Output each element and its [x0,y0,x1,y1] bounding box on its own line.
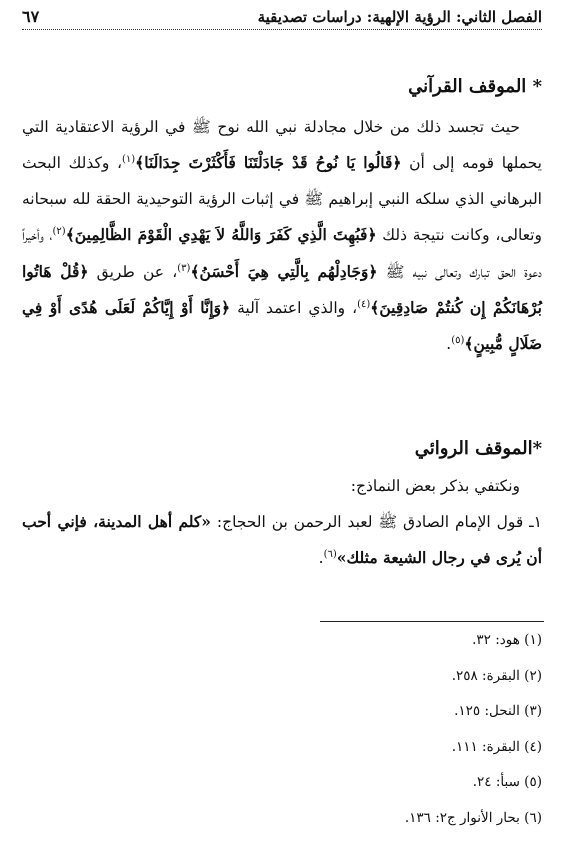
footnote: (٤) البقرة: ١١١. [451,738,542,755]
footnote: (٢) البقرة: ٢٥٨. [451,667,542,684]
footnote-divider [320,621,544,622]
text-run: . [446,335,452,354]
footnote-marker: (٢) [52,226,66,238]
honorific-glyph: ﷺ [304,189,324,208]
quran-verse: ﴿وَجَادِلْهُم بِالَّتِي هِيَ أَحْسَنُ﴾ [190,261,378,281]
hadith-quote: «كلم أهل المدينة، فإني أحب أن يُرى في رجال الشيعة مثلك» [22,512,542,567]
narrative-section [22,434,542,576]
narrative-intro: ونكتفي بذكر بعض النماذج: [350,477,520,495]
text-run: ، وكذلك البحث البرهاني الذي سلكه النبي إبراهيم [22,154,542,208]
footnote: (٥) سبأ: ٢٤. [472,774,542,790]
footnote: (١) هود: ٣٢. [472,632,542,648]
honorific-glyph: ﷺ [385,262,405,281]
text-run: ، وأخيراً دعوة الحق تبارك وتعالى نبيه [22,226,542,281]
footnote-marker: (٥) [451,335,465,347]
text-run: ، عن طريق [96,262,178,281]
footnotes [22,631,542,844]
section-heading-narrative: *الموقف الروائي [414,438,542,459]
quranic-section [22,72,542,363]
footnote-marker: (٦) [323,548,337,560]
footnote-marker: (١) [121,154,136,166]
running-title: الفصل الثاني: الرؤية الإلهية: دراسات تصديقية [257,8,542,26]
quran-verse: ﴿وَإِنَّا أَوْ إِيَّاكُمْ لَعَلَى هُدًى أَوْ فِي ضَلَالٍ مُّبِينٍ﴾ [22,298,542,354]
honorific-glyph: ﷺ [378,513,398,531]
honorific-glyph: ﷺ [192,118,211,136]
text-run: في إثبات الرؤية التوحيدية الحقة لله سبحانه وتعالى، وكانت نتيجة ذلك [22,189,542,245]
narrative-item-1 [22,504,542,576]
page-number: ٦٧ [22,7,40,26]
text-run: لعبد الرحمن بن الحجاج: [216,513,373,531]
text-run: حيث تجسد ذلك من خلال مجادلة نبي الله نوح [217,118,521,136]
footnote: (٣) النحل: ١٢٥. [454,703,542,719]
quran-verse: ﴿قُلْ هَاتُوا بُرْهَانَكُمْ إِن كُنتُمْ صَادِقِينَ﴾ [22,261,542,318]
text-run: . [318,549,324,567]
quran-verse: ﴿فَبُهِتَ الَّذِي كَفَرَ وَاللَّهُ لاَ يَهْدِي الْقَوْمَ الظَّالِمِينَ﴾ [65,225,377,245]
running-header [22,7,542,30]
text-run: ١ـ قول الإمام الصادق [402,513,542,531]
footnote: (٦) بحار الأنوار ج٢: ١٣٦. [404,809,542,826]
quranic-paragraph [22,110,542,363]
text-run: في الرؤية الاعتقادية التي يحملها قومه إلى أن [22,118,542,173]
section-heading-quranic: * الموقف القرآني [408,76,542,97]
footnote-marker: (٤) [357,298,371,310]
quran-verse: ﴿قَالُوا يَا نُوحُ قَدْ جَادَلْتَنَا فَأَكْثَرْتَ جِدَالَنَا﴾ [135,153,402,173]
text-run: ، والذي اعتمد آلية [237,299,358,318]
footnote-marker: (٣) [177,262,191,274]
